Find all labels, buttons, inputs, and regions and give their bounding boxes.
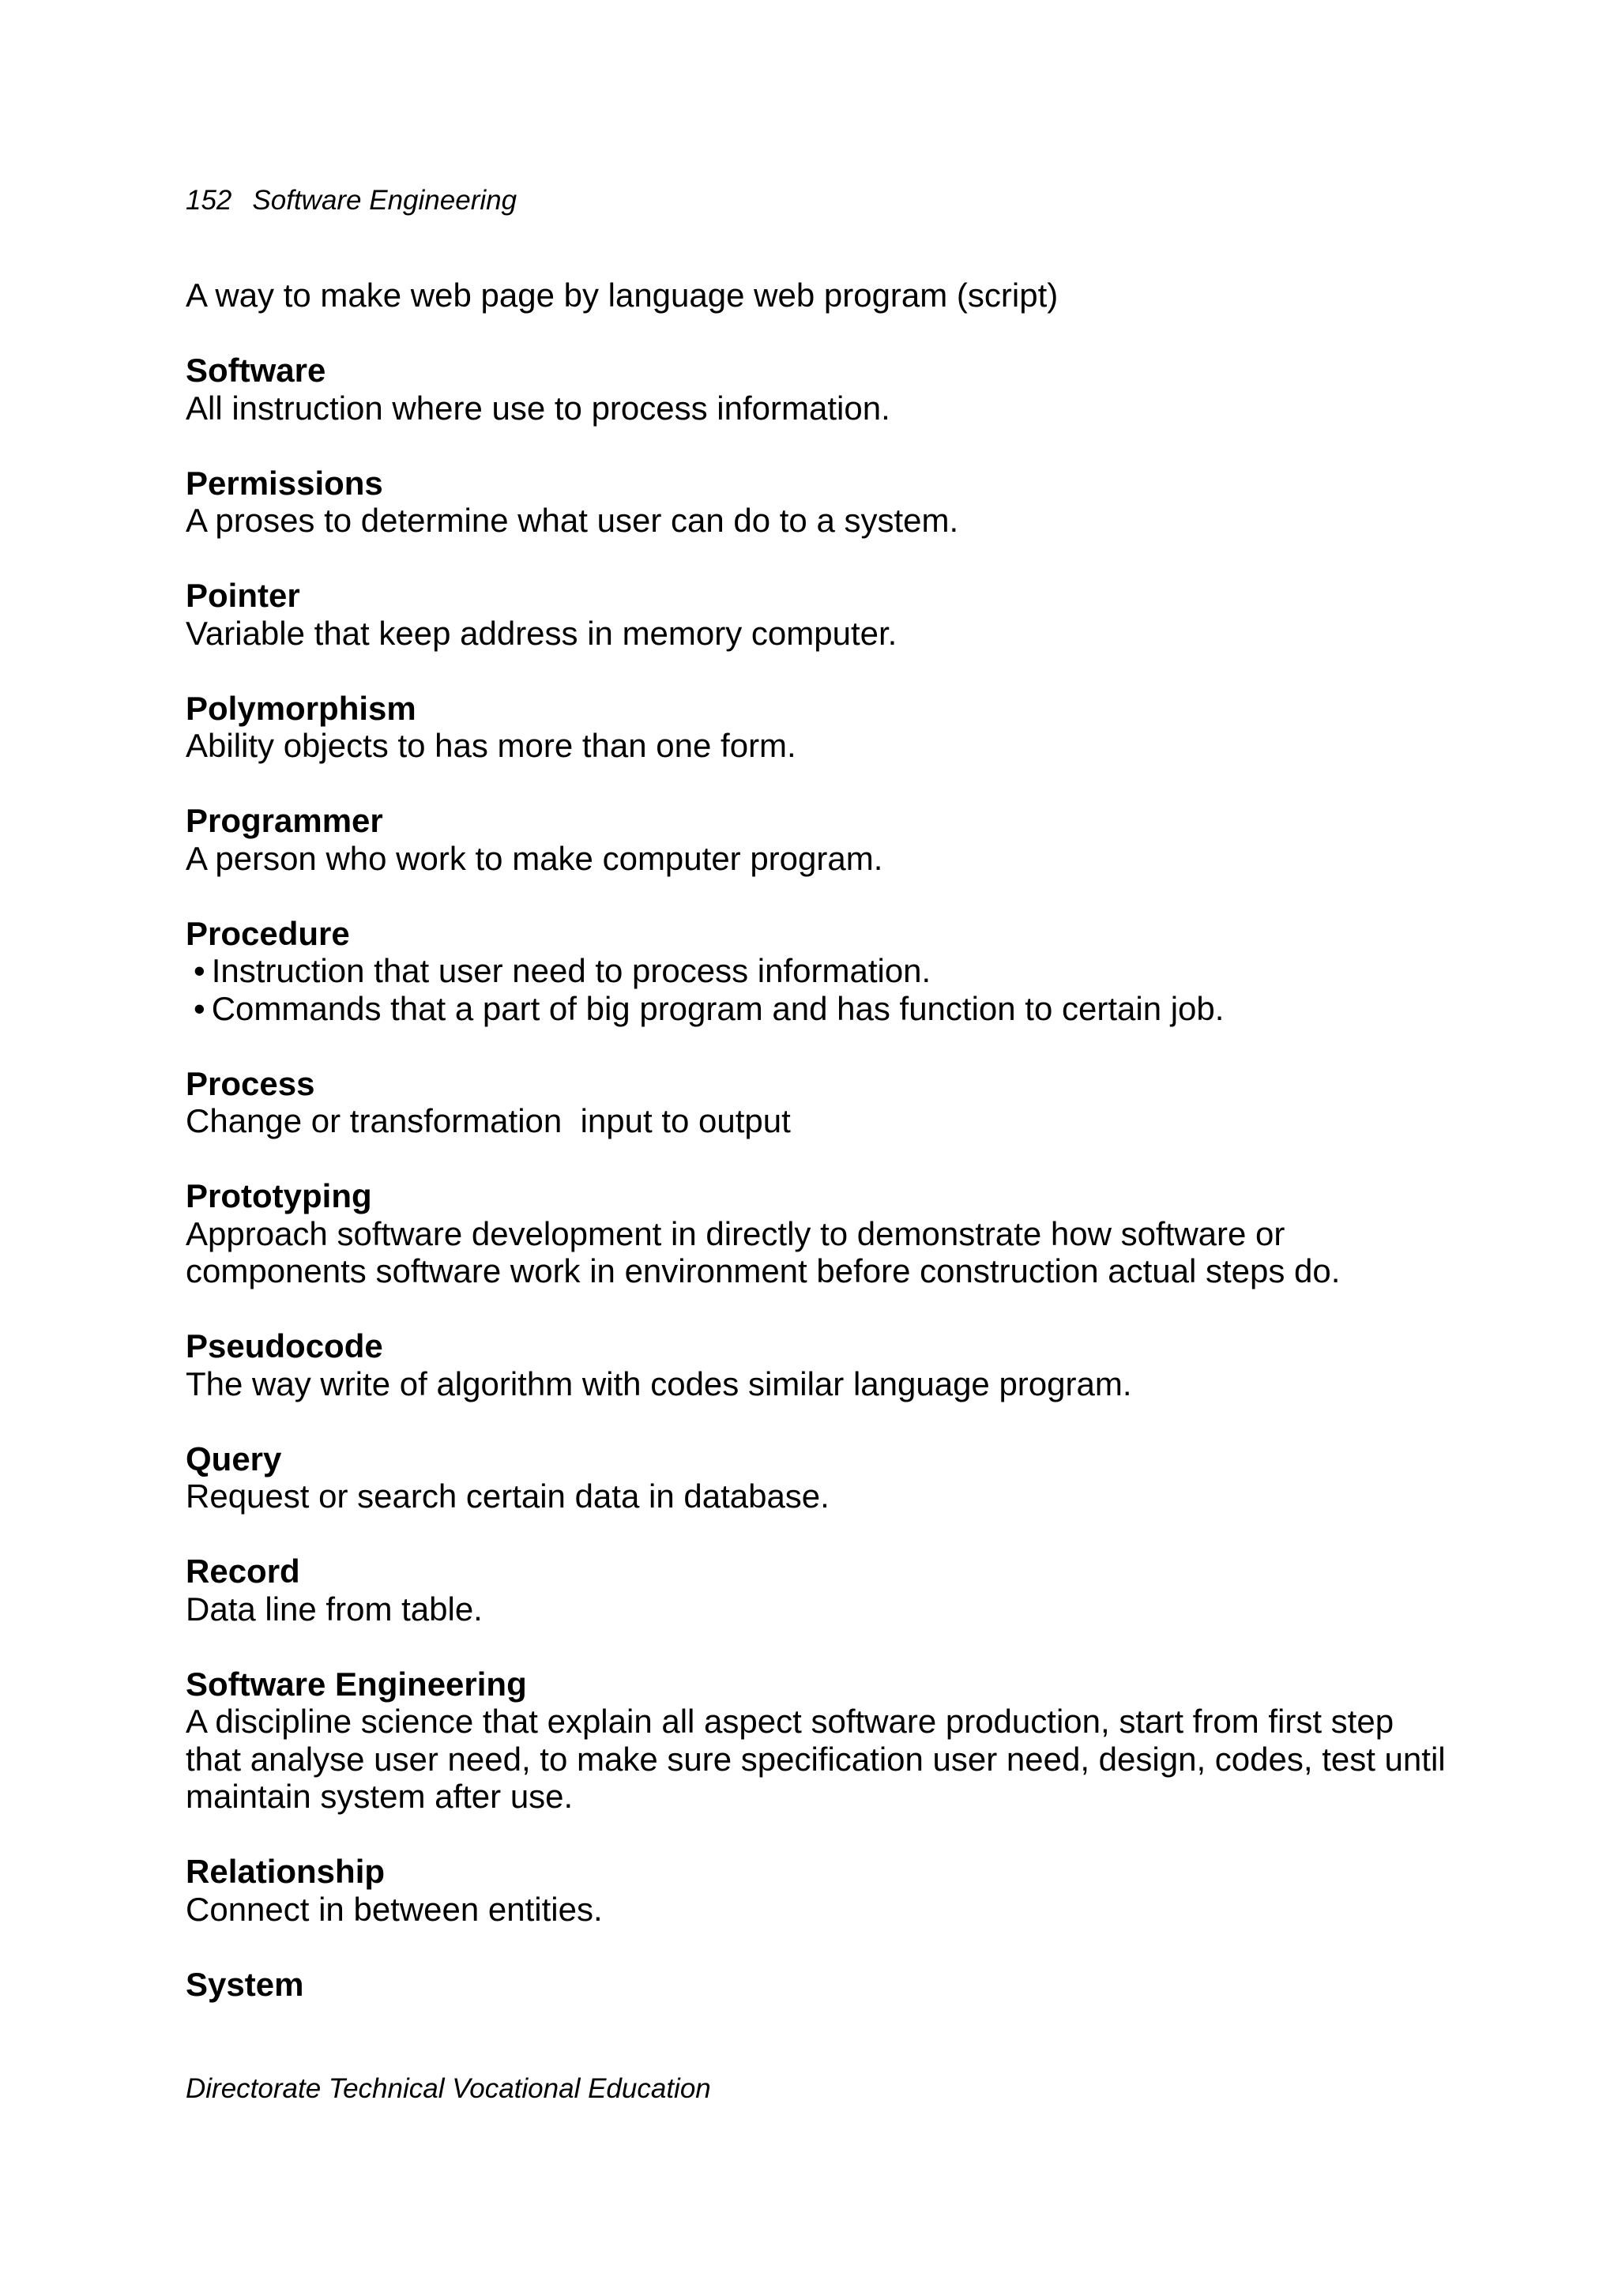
- glossary-entry: [186, 352, 1450, 427]
- glossary-definition: All instruction where use to process information.: [186, 389, 890, 427]
- glossary-definition: A proses to determine what user can do to a system.: [186, 502, 959, 539]
- glossary-term: Relationship: [186, 1853, 386, 1890]
- glossary-term: System: [186, 1965, 304, 2003]
- glossary-term: Procedure: [186, 914, 350, 952]
- glossary-entry: [186, 1065, 1450, 1140]
- glossary-definition: A person who work to make computer program.: [186, 839, 883, 877]
- bullet-item: [186, 990, 1450, 1028]
- running-footer: Directorate Technical Vocational Education: [186, 2073, 711, 2104]
- glossary-definition: Data line from table.: [186, 1590, 483, 1628]
- glossary-term: Process: [186, 1064, 315, 1102]
- glossary-definition: Change or transformation input to output: [186, 1102, 791, 1139]
- intro-text: A way to make web page by language web program (script): [186, 277, 1059, 314]
- running-header: [186, 183, 517, 218]
- glossary-entry: [186, 915, 1450, 1028]
- glossary-term: Pseudocode: [186, 1327, 383, 1364]
- bullet-list: [186, 952, 1450, 1027]
- glossary-definition: Variable that keep address in memory computer.: [186, 614, 897, 652]
- glossary-term: Query: [186, 1440, 282, 1477]
- glossary-term: Software Engineering: [186, 1665, 527, 1703]
- glossary-entry: [186, 577, 1450, 652]
- bullet-icon: •: [194, 989, 205, 1027]
- glossary-entry: [186, 1966, 1450, 2004]
- glossary-definition: The way write of algorithm with codes similar language program.: [186, 1364, 1132, 1402]
- glossary-term: Programmer: [186, 802, 383, 839]
- glossary-definition: Request or search certain data in database.: [186, 1477, 830, 1515]
- glossary-entry: [186, 1666, 1450, 1816]
- page-number: 152: [186, 185, 232, 216]
- glossary-term: Prototyping: [186, 1177, 372, 1214]
- bullet-item: [186, 952, 1450, 990]
- glossary-definition: Ability objects to has more than one form.: [186, 727, 796, 764]
- glossary-entry: [186, 1853, 1450, 1928]
- book-title: Software Engineering: [252, 185, 517, 216]
- glossary-entry: [186, 1327, 1450, 1402]
- glossary-definition: Approach software development in directly to demonstrate how software or components software work in environment before construction actual steps do.: [186, 1214, 1341, 1289]
- glossary-term: Software: [186, 352, 326, 389]
- glossary-term: Record: [186, 1553, 300, 1590]
- glossary-entry: [186, 1177, 1450, 1290]
- glossary-entry: [186, 802, 1450, 877]
- bullet-text: Commands that a part of big program and has function to certain job.: [211, 989, 1225, 1027]
- glossary-content: [186, 277, 1450, 2041]
- glossary-definition: Connect in between entities.: [186, 1890, 603, 1928]
- glossary-entry: [186, 1553, 1450, 1628]
- glossary-term: Polymorphism: [186, 689, 416, 727]
- bullet-icon: •: [194, 952, 205, 989]
- glossary-entry: [186, 690, 1450, 765]
- glossary-entry: [186, 465, 1450, 540]
- glossary-term: Permissions: [186, 464, 383, 502]
- bullet-text: Instruction that user need to process information.: [211, 952, 931, 989]
- glossary-term: Pointer: [186, 577, 300, 614]
- glossary-entry: [186, 1440, 1450, 1515]
- glossary-definition: A discipline science that explain all aspect software production, start from first step that analyse user need, to make sure specification user need, design, codes, test until maintain system after use.: [186, 1703, 1446, 1815]
